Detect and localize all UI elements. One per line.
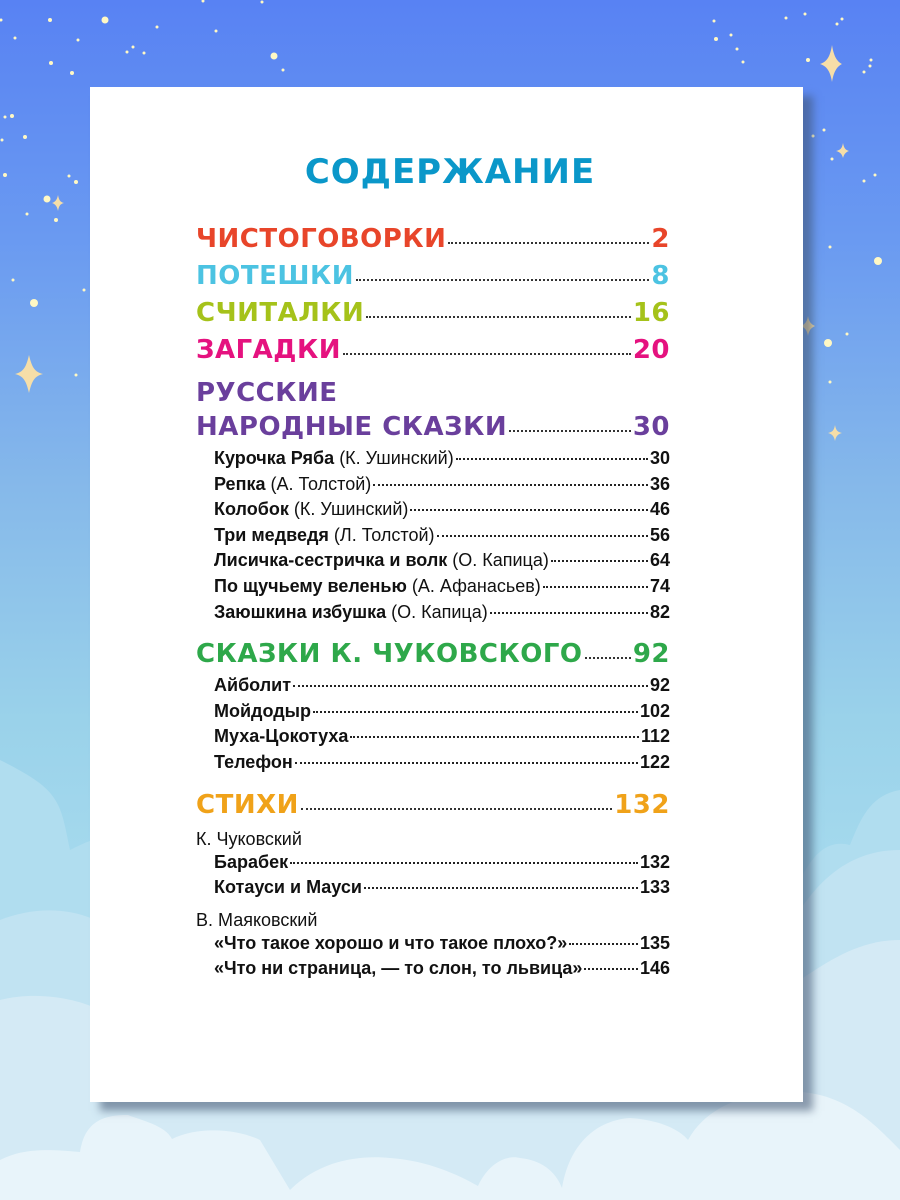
toc-section-poteshki[interactable] [196, 261, 670, 298]
dot-leader [350, 736, 639, 738]
item-author: (О. Капица) [452, 550, 549, 571]
dot-leader [585, 657, 631, 659]
toc-item[interactable] [196, 602, 670, 628]
item-author: (К. Ушинский) [339, 448, 454, 468]
dot-leader [490, 612, 648, 614]
dot-leader [356, 279, 649, 281]
dot-leader [410, 509, 648, 511]
toc-section-folk-tales[interactable] [196, 412, 670, 448]
page-number: 92 [649, 675, 670, 696]
item-title: Лисичка-сестричка и волк [214, 550, 448, 571]
page-number: 8 [651, 261, 670, 291]
item-author: (А. Толстой) [270, 473, 372, 494]
page-number: 36 [649, 473, 670, 494]
toc-item[interactable] [196, 576, 670, 602]
page-number: 74 [649, 575, 670, 596]
item-title: Три медведя [214, 524, 329, 545]
dot-leader [373, 484, 648, 486]
toc-section-chukovsky-tales[interactable] [196, 639, 670, 675]
dot-leader [543, 586, 648, 588]
page-number: 133 [639, 877, 670, 898]
toc-item[interactable] [196, 877, 670, 903]
section-label: СЧИТАЛКИ [196, 298, 365, 328]
dot-leader [301, 808, 612, 810]
item-title: Котауси и Мауси [214, 877, 362, 898]
item-title: Айболит [214, 675, 292, 696]
section-label: НАРОДНЫЕ СКАЗКИ [196, 412, 508, 442]
page-number: 82 [649, 601, 670, 622]
dot-leader [293, 685, 648, 687]
item-title: Колобок [214, 499, 289, 520]
toc-item[interactable] [196, 701, 670, 727]
toc-item[interactable] [196, 852, 670, 878]
section-label: ЗАГАДКИ [196, 335, 341, 365]
item-author: (К. Ушинский) [293, 499, 409, 520]
page-number: 56 [649, 524, 670, 545]
item-title: Барабек [214, 851, 289, 872]
item-title: «Что такое хорошо и что такое плохо?» [214, 932, 568, 953]
toc-item[interactable] [196, 933, 670, 959]
section-label: СТИХИ [196, 789, 299, 820]
page-number: 46 [649, 499, 670, 520]
page-number: 146 [639, 958, 670, 979]
page-number: 20 [632, 335, 670, 365]
item-title: Курочка Ряба [214, 448, 335, 468]
dot-leader [313, 711, 638, 713]
item-author: (О. Капица) [391, 601, 488, 622]
toc-item[interactable] [196, 675, 670, 701]
toc-section-folk-tales-line1[interactable] [196, 378, 670, 412]
dot-leader [290, 862, 638, 864]
page-number: 132 [614, 789, 670, 820]
item-title: Заюшкина избушка [214, 601, 387, 622]
dot-leader [448, 242, 649, 244]
toc-item[interactable] [196, 499, 670, 525]
section-label: ЧИСТОГОВОРКИ [196, 224, 447, 254]
dot-leader [456, 458, 648, 460]
dot-leader [584, 968, 638, 970]
section-label: СКАЗКИ К. ЧУКОВСКОГО [196, 639, 583, 670]
item-title: По щучьему веленью [214, 575, 407, 596]
item-author: (А. Афанасьев) [411, 575, 541, 596]
table-of-contents [196, 224, 670, 984]
page-number: 122 [639, 751, 670, 772]
toc-item[interactable] [196, 958, 670, 984]
page-number: 2 [651, 224, 670, 254]
item-title: Телефон [214, 751, 293, 772]
dot-leader [509, 430, 631, 432]
toc-item[interactable] [196, 752, 670, 778]
dot-leader [364, 887, 638, 889]
item-title: Репка [214, 473, 266, 494]
section-label: ПОТЕШКИ [196, 261, 354, 291]
toc-item[interactable] [196, 474, 670, 500]
toc-section-poems[interactable] [196, 790, 670, 826]
page-number: 132 [639, 851, 670, 872]
page-number: 16 [632, 298, 670, 328]
dot-leader [437, 535, 648, 537]
author-heading: В. Маяковский [196, 909, 318, 930]
toc-item[interactable] [196, 726, 670, 752]
item-title: Муха-Цокотуха [214, 726, 349, 747]
item-author: (Л. Толстой) [333, 524, 435, 545]
page-number: 135 [639, 932, 670, 953]
page-number: 30 [649, 448, 670, 468]
toc-item[interactable] [196, 550, 670, 576]
author-heading: К. Чуковский [196, 828, 302, 849]
item-title: «Что ни страница, — то слон, то львица» [214, 958, 583, 979]
toc-section-zagadki[interactable] [196, 335, 670, 372]
section-label: РУССКИЕ [196, 378, 338, 408]
toc-item[interactable] [196, 525, 670, 551]
page-title: СОДЕРЖАНИЕ [304, 152, 596, 192]
toc-section-chistogovorki[interactable] [196, 224, 670, 261]
item-title: Мойдодыр [214, 700, 312, 721]
dot-leader [366, 316, 630, 318]
page-number: 64 [649, 550, 670, 571]
page-number: 112 [640, 726, 670, 747]
dot-leader [569, 943, 638, 945]
page-number: 102 [639, 700, 670, 721]
dot-leader [551, 560, 648, 562]
page-number: 30 [632, 412, 670, 442]
dot-leader [295, 762, 638, 764]
toc-item[interactable] [196, 448, 670, 474]
toc-section-schitalki[interactable] [196, 298, 670, 335]
page-number: 92 [632, 639, 670, 670]
dot-leader [343, 353, 631, 355]
